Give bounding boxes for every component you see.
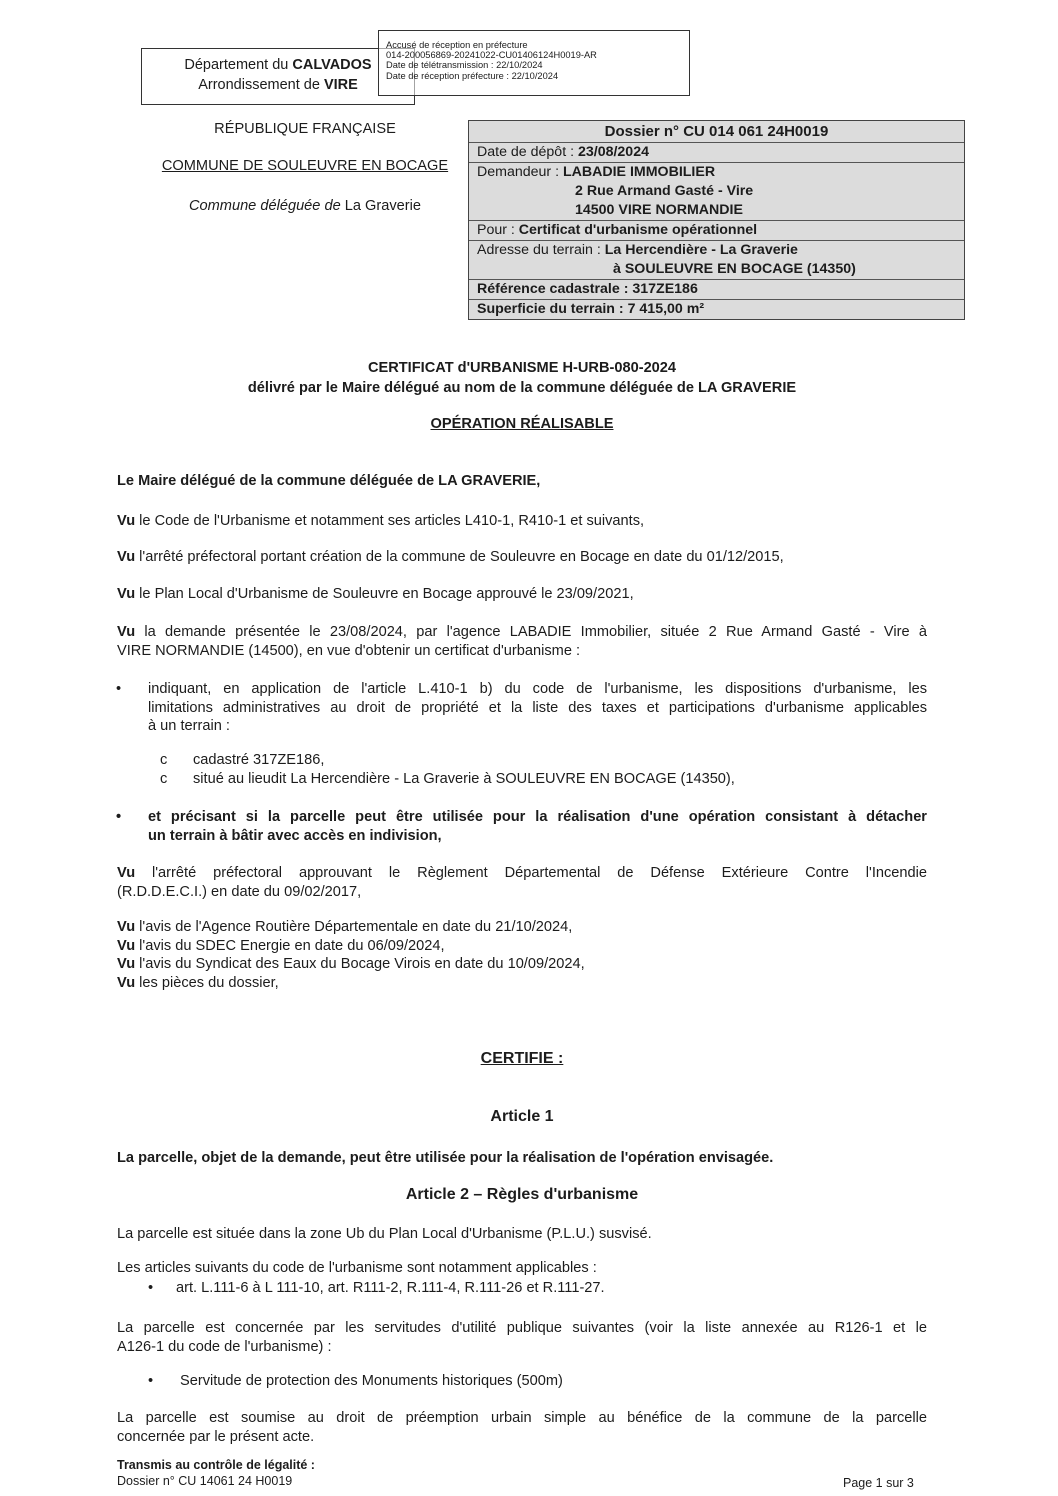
footer-transmis: Transmis au contrôle de légalité : [117, 1458, 315, 1472]
vu-plu [117, 585, 927, 604]
bullet-marker: • [116, 681, 122, 697]
vu-label: Vu [117, 974, 136, 991]
commune-heading: COMMUNE DE SOULEUVRE EN BOCAGE [161, 158, 449, 174]
pour-value: Certificat d'urbanisme opérationnel [518, 222, 758, 238]
adresse-label: Adresse du terrain : [477, 242, 605, 258]
arrondissement-prefix: Arrondissement de [198, 77, 324, 93]
bullet-precisant [116, 808, 927, 845]
commune-deleguee-prefix: Commune déléguée de [188, 198, 345, 214]
vu-text: la demande présentée le 23/08/2024, par l'agence LABADIE Immobilier, située 2 Rue Armand Gasté - Vire à [144, 624, 927, 640]
sub-marker: c [160, 770, 168, 787]
commune-deleguee [100, 198, 510, 214]
zone-text: La parcelle est située dans la zone Ub du Plan Local d'Urbanisme (P.L.U.) susvisé. [117, 1226, 652, 1242]
preemption-text [117, 1409, 927, 1446]
vu-label: Vu [117, 549, 136, 565]
department-name: CALVADOS [292, 57, 372, 73]
ack-line: Date de réception préfecture : 22/10/2024 [386, 70, 559, 81]
vu-text: les pièces du dossier, [139, 974, 279, 991]
dossier-demandeur-row [469, 163, 964, 221]
vu-label: Vu [117, 956, 136, 972]
vu-text: l'avis du SDEC Energie en date du 06/09/2024, [139, 937, 445, 954]
vu-avis-sdec [117, 937, 927, 956]
bullet-marker: • [148, 1280, 154, 1296]
vu-avis-agence [117, 918, 927, 937]
dossier-pour-row [469, 221, 964, 241]
sub-item-situation [160, 770, 920, 789]
dossier-title: Dossier n° CU 014 061 24H0019 [469, 121, 964, 143]
vu-text: l'arrêté préfectoral approuvant le Règlement Départemental de Défense Extérieure Contre l'Incendie [152, 865, 928, 881]
certifie-heading: CERTIFIE : [480, 1050, 564, 1067]
vu-avis-list [117, 918, 927, 992]
applicable-articles-intro: Les articles suivants du code de l'urbanisme sont notamment applicables : [117, 1260, 597, 1276]
pour-label: Pour : [477, 222, 519, 238]
dossier-table [468, 120, 965, 320]
adresse-value-2: à SOULEUVRE EN BOCAGE (14350) [613, 261, 856, 277]
demandeur-name: LABADIE IMMOBILIER [562, 164, 716, 180]
republique-heading: RÉPUBLIQUE FRANÇAISE [214, 121, 396, 137]
preemption-line: La parcelle est soumise au droit de préemption urbain simple au bénéfice de la commune de la parcelle [117, 1410, 927, 1426]
article-1-text: La parcelle, objet de la demande, peut être utilisée pour la réalisation de l'opération envisagée. [117, 1150, 774, 1166]
vu-code-urbanisme [117, 512, 927, 531]
ack-line: 014-200056869-20241022-CU01406124H0019-AR [386, 50, 597, 61]
article-1-heading: Article 1 [490, 1108, 554, 1125]
bullet-marker: • [148, 1373, 154, 1389]
bullet-text: et précisant si la parcelle peut être utilisée pour la réalisation d'une opération consistant à détacher [148, 809, 927, 825]
servitudes-line: A126-1 du code de l'urbanisme) : [117, 1338, 332, 1355]
ack-line: Accusé de réception en préfecture [386, 40, 528, 50]
bullet-indiquant [116, 680, 927, 736]
arrondissement-line [142, 77, 414, 93]
bullet-text: limitations administratives au droit de propriété et la liste des taxes et participations d'urbanisme applicables [148, 699, 927, 716]
prefecture-acknowledgement-stamp [378, 30, 690, 96]
vu-label: Vu [117, 513, 136, 529]
vu-arrete-creation [117, 548, 927, 567]
sub-item-cadastre [160, 751, 920, 770]
dossier-superficie-row [469, 300, 964, 319]
vu-text: le Code de l'Urbanisme et notamment ses articles L410-1, R410-1 et suivants, [139, 513, 645, 529]
bullet-text: Servitude de protection des Monuments historiques (500m) [180, 1373, 563, 1389]
date-value: 23/08/2024 [577, 144, 649, 160]
vu-rddeci [117, 864, 927, 901]
intro-line: Le Maire délégué de la commune déléguée de LA GRAVERIE, [117, 473, 541, 489]
vu-text: le Plan Local d'Urbanisme de Souleuvre en Bocage approuvé le 23/09/2021, [139, 586, 634, 602]
dossier-date-row [469, 143, 964, 163]
vu-text: l'arrêté préfectoral portant création de la commune de Souleuvre en Bocage en date du 01/12/2015, [139, 549, 784, 565]
vu-text: l'avis de l'Agence Routière Départementale en date du 21/10/2024, [139, 919, 573, 935]
date-label: Date de dépôt : [477, 144, 578, 160]
superficie-value: 7 415,00 m² [627, 301, 705, 317]
vu-label: Vu [117, 937, 136, 954]
vu-label: Vu [117, 586, 136, 602]
demandeur-address-2: 14500 VIRE NORMANDIE [575, 202, 743, 218]
bullet-text: un terrain à bâtir avec accès en indivision, [148, 827, 442, 844]
vu-pieces [117, 974, 927, 993]
vu-label: Vu [117, 624, 136, 640]
demandeur-address-1: 2 Rue Armand Gasté - Vire [575, 183, 754, 199]
servitudes-line: La parcelle est concernée par les servitudes d'utilité publique suivantes (voir la liste annexée au R126-1 et le [117, 1320, 927, 1336]
article-2-heading: Article 2 – Règles d'urbanisme [405, 1186, 639, 1203]
preemption-line: concernée par le présent acte. [117, 1428, 315, 1445]
adresse-value-1: La Hercendière - La Graverie [604, 242, 798, 258]
vu-text-continued: (R.D.D.E.C.I.) en date du 09/02/2017, [117, 883, 362, 900]
department-line [142, 57, 414, 73]
bullet-text: art. L.111-6 à L 111-10, art. R111-2, R.111-4, R.111-26 et R.111-27. [176, 1280, 605, 1296]
servitudes-text [117, 1319, 927, 1356]
superficie-label: Superficie du terrain : [477, 301, 628, 317]
vu-demande [117, 623, 927, 660]
bullet-marker: • [116, 809, 122, 825]
ack-line: Date de télétransmission : 22/10/2024 [386, 60, 543, 71]
footer-dossier-ref: Dossier n° CU 14061 24 H0019 [117, 1474, 293, 1488]
department-box [141, 48, 415, 105]
sub-text: cadastré 317ZE186, [193, 752, 325, 768]
department-prefix: Département du [184, 57, 293, 73]
certificat-subtitle: délivré par le Maire délégué au nom de la commune déléguée de LA GRAVERIE [247, 380, 797, 396]
bullet-text: à un terrain : [148, 718, 230, 734]
reference-value: 317ZE186 [632, 281, 698, 297]
bullet-text: indiquant, en application de l'article L.410-1 b) du code de l'urbanisme, les dispositions d'urbanisme, les [148, 681, 927, 697]
sub-text: situé au lieudit La Hercendière - La Graverie à SOULEUVRE EN BOCAGE (14350), [193, 770, 735, 787]
terrain-details [160, 751, 920, 788]
vu-text: l'avis du Syndicat des Eaux du Bocage Virois en date du 10/09/2024, [139, 956, 585, 972]
certificat-title: CERTIFICAT d'URBANISME H-URB-080-2024 [367, 360, 677, 376]
sub-marker: c [160, 752, 168, 768]
page-number: Page 1 sur 3 [843, 1476, 914, 1490]
commune-deleguee-name: La Graverie [344, 198, 422, 214]
vu-text-continued: VIRE NORMANDIE (14500), en vue d'obtenir un certificat d'urbanisme : [117, 642, 581, 659]
dossier-reference-row [469, 280, 964, 300]
vu-label: Vu [117, 919, 136, 935]
dossier-adresse-row [469, 241, 964, 280]
vu-label: Vu [117, 865, 136, 881]
vu-avis-syndicat [117, 955, 927, 974]
operation-status: OPÉRATION RÉALISABLE [430, 416, 614, 432]
arrondissement-name: VIRE [323, 77, 358, 93]
reference-label: Référence cadastrale : [477, 281, 633, 297]
demandeur-label: Demandeur : [477, 164, 563, 180]
